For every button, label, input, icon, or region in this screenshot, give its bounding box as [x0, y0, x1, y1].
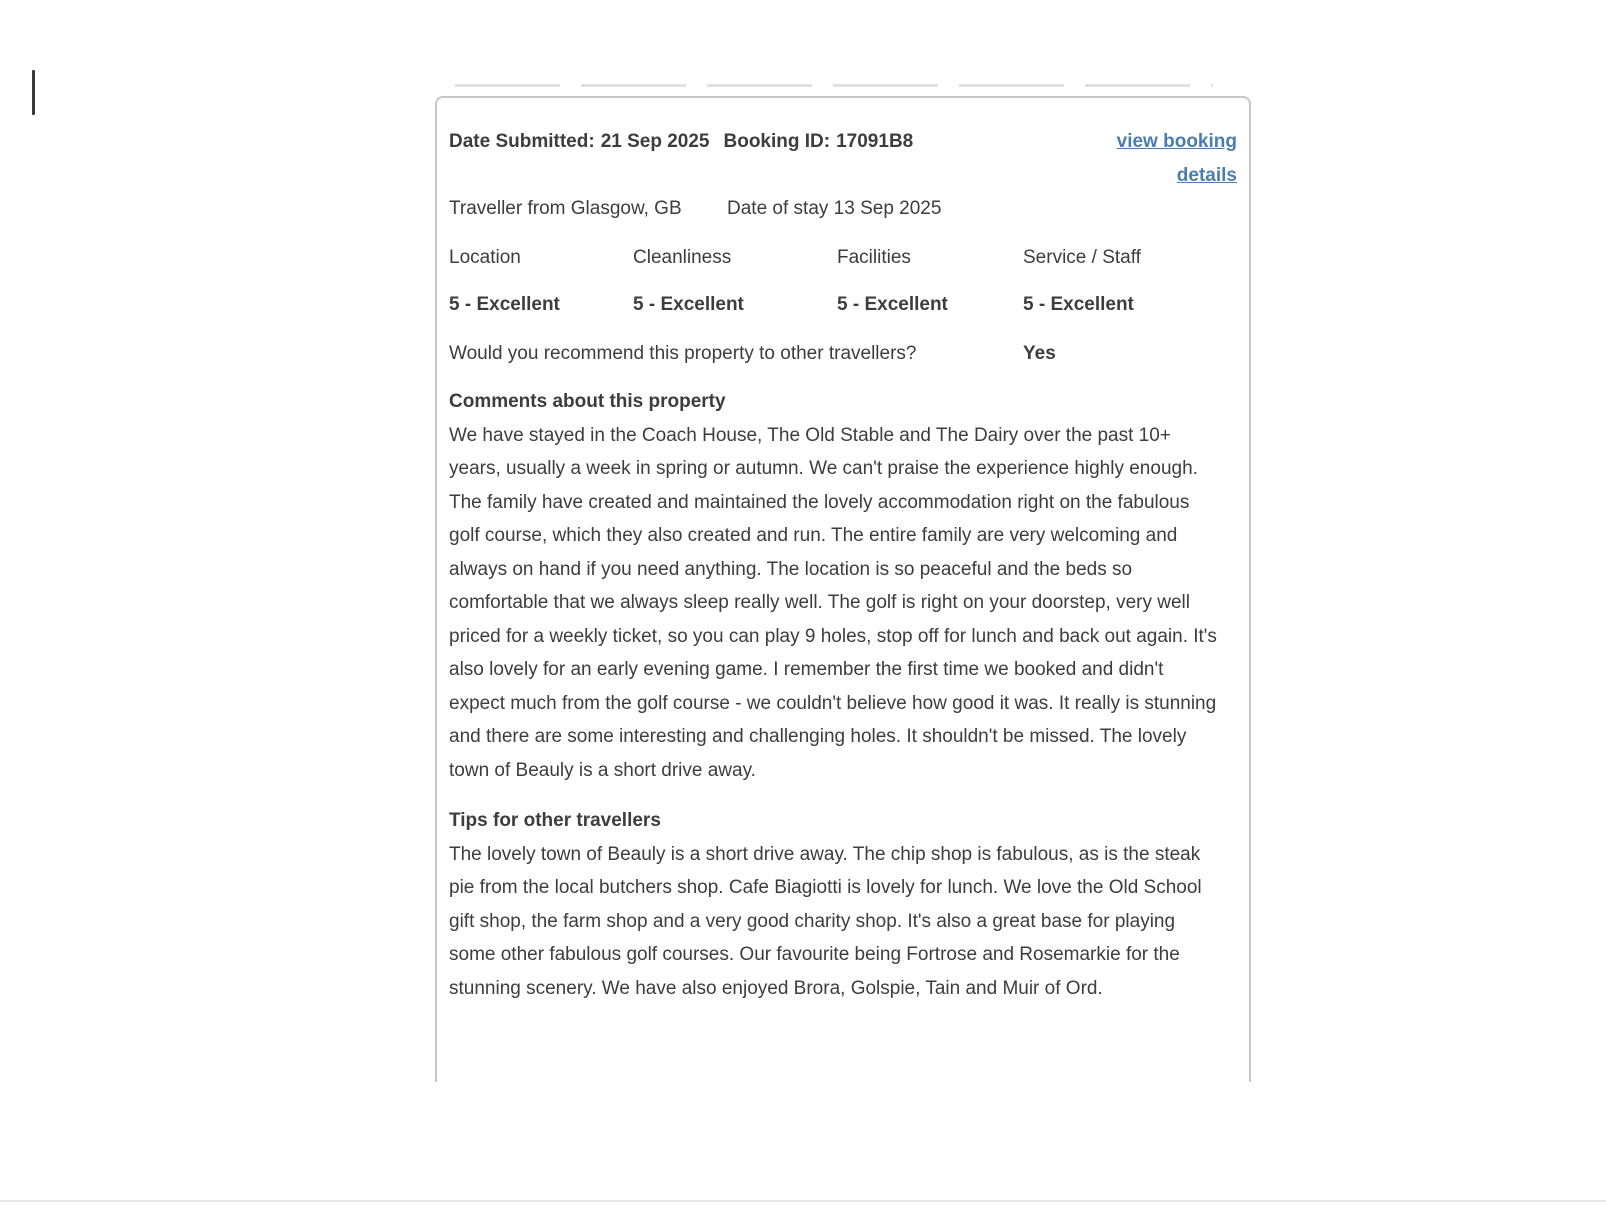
rating-label-cleanliness: Cleanliness: [633, 246, 732, 268]
booking-id-value: 17091B8: [836, 131, 914, 152]
rating-label-location: Location: [449, 246, 521, 268]
booking-id-label: Booking ID:: [723, 131, 831, 152]
comments-body: We have stayed in the Coach House, The Old Stable and The Dairy over the past 10+ years, usually a week in spring or autumn. We can't praise the experience highly enough. The family have created and maintained the lovely accommodation right on the fabulous golf course, which they also created and run. The entire family are very welcoming and always on hand if you need anything. The location is so peaceful and the beds so comfortable that we always sleep really well. The golf is right on your doorstep, very well priced for a weekly ticket, so you can play 9 holes, stop off for lunch and back out again. It's also lovely for an early evening game. I remember the first time we booked and didn't expect much from the golf course - we couldn't believe how good it was. It really is stunning and there are some interesting and challenging holes. It shouldn't be missed. The lovely town of Beauly is a short drive away.: [449, 424, 1217, 781]
rating-label-facilities: Facilities: [837, 246, 911, 268]
traveller-from: Traveller from Glasgow, GB: [449, 198, 682, 219]
rating-value-location: 5 - Excellent: [449, 294, 560, 315]
tips-heading: Tips for other travellers: [449, 810, 661, 831]
rating-values-row: [449, 288, 1237, 322]
view-booking-details-link[interactable]: view booking details: [1116, 131, 1237, 186]
recommend-answer: Yes: [1023, 342, 1056, 364]
top-separator: [455, 84, 1213, 87]
date-submitted-value: 21 Sep 2025: [600, 131, 710, 152]
comments-section: [449, 385, 1237, 787]
traveller-row: [449, 192, 1237, 226]
text-cursor: [32, 70, 35, 115]
bottom-separator: [0, 1200, 1606, 1202]
review-card: [435, 96, 1251, 1082]
recommend-question: Would you recommend this property to other travellers?: [449, 342, 917, 364]
submission-info: [449, 125, 913, 159]
card-header: [449, 125, 1237, 192]
date-of-stay: Date of stay 13 Sep 2025: [727, 198, 942, 219]
tips-section: [449, 804, 1237, 1005]
comments-heading: Comments about this property: [449, 391, 726, 412]
rating-labels-row: [449, 241, 1237, 275]
rating-label-service-staff: Service / Staff: [1023, 246, 1141, 268]
rating-value-cleanliness: 5 - Excellent: [633, 294, 744, 315]
recommend-row: [449, 337, 1237, 371]
date-submitted-label: Date Submitted:: [449, 131, 595, 152]
rating-value-facilities: 5 - Excellent: [837, 294, 948, 315]
rating-value-service-staff: 5 - Excellent: [1023, 294, 1134, 315]
tips-body: The lovely town of Beauly is a short drive away. The chip shop is fabulous, as is the steak pie from the local butchers shop. Cafe Biagiotti is lovely for lunch. We love the Old School gift shop, the farm shop and a very good charity shop. It's also a great base for playing some other fabulous golf courses. Our favourite being Fortrose and Rosemarkie for the stunning scenery. We have also enjoyed Brora, Golspie, Tain and Muir of Ord.: [449, 843, 1202, 999]
